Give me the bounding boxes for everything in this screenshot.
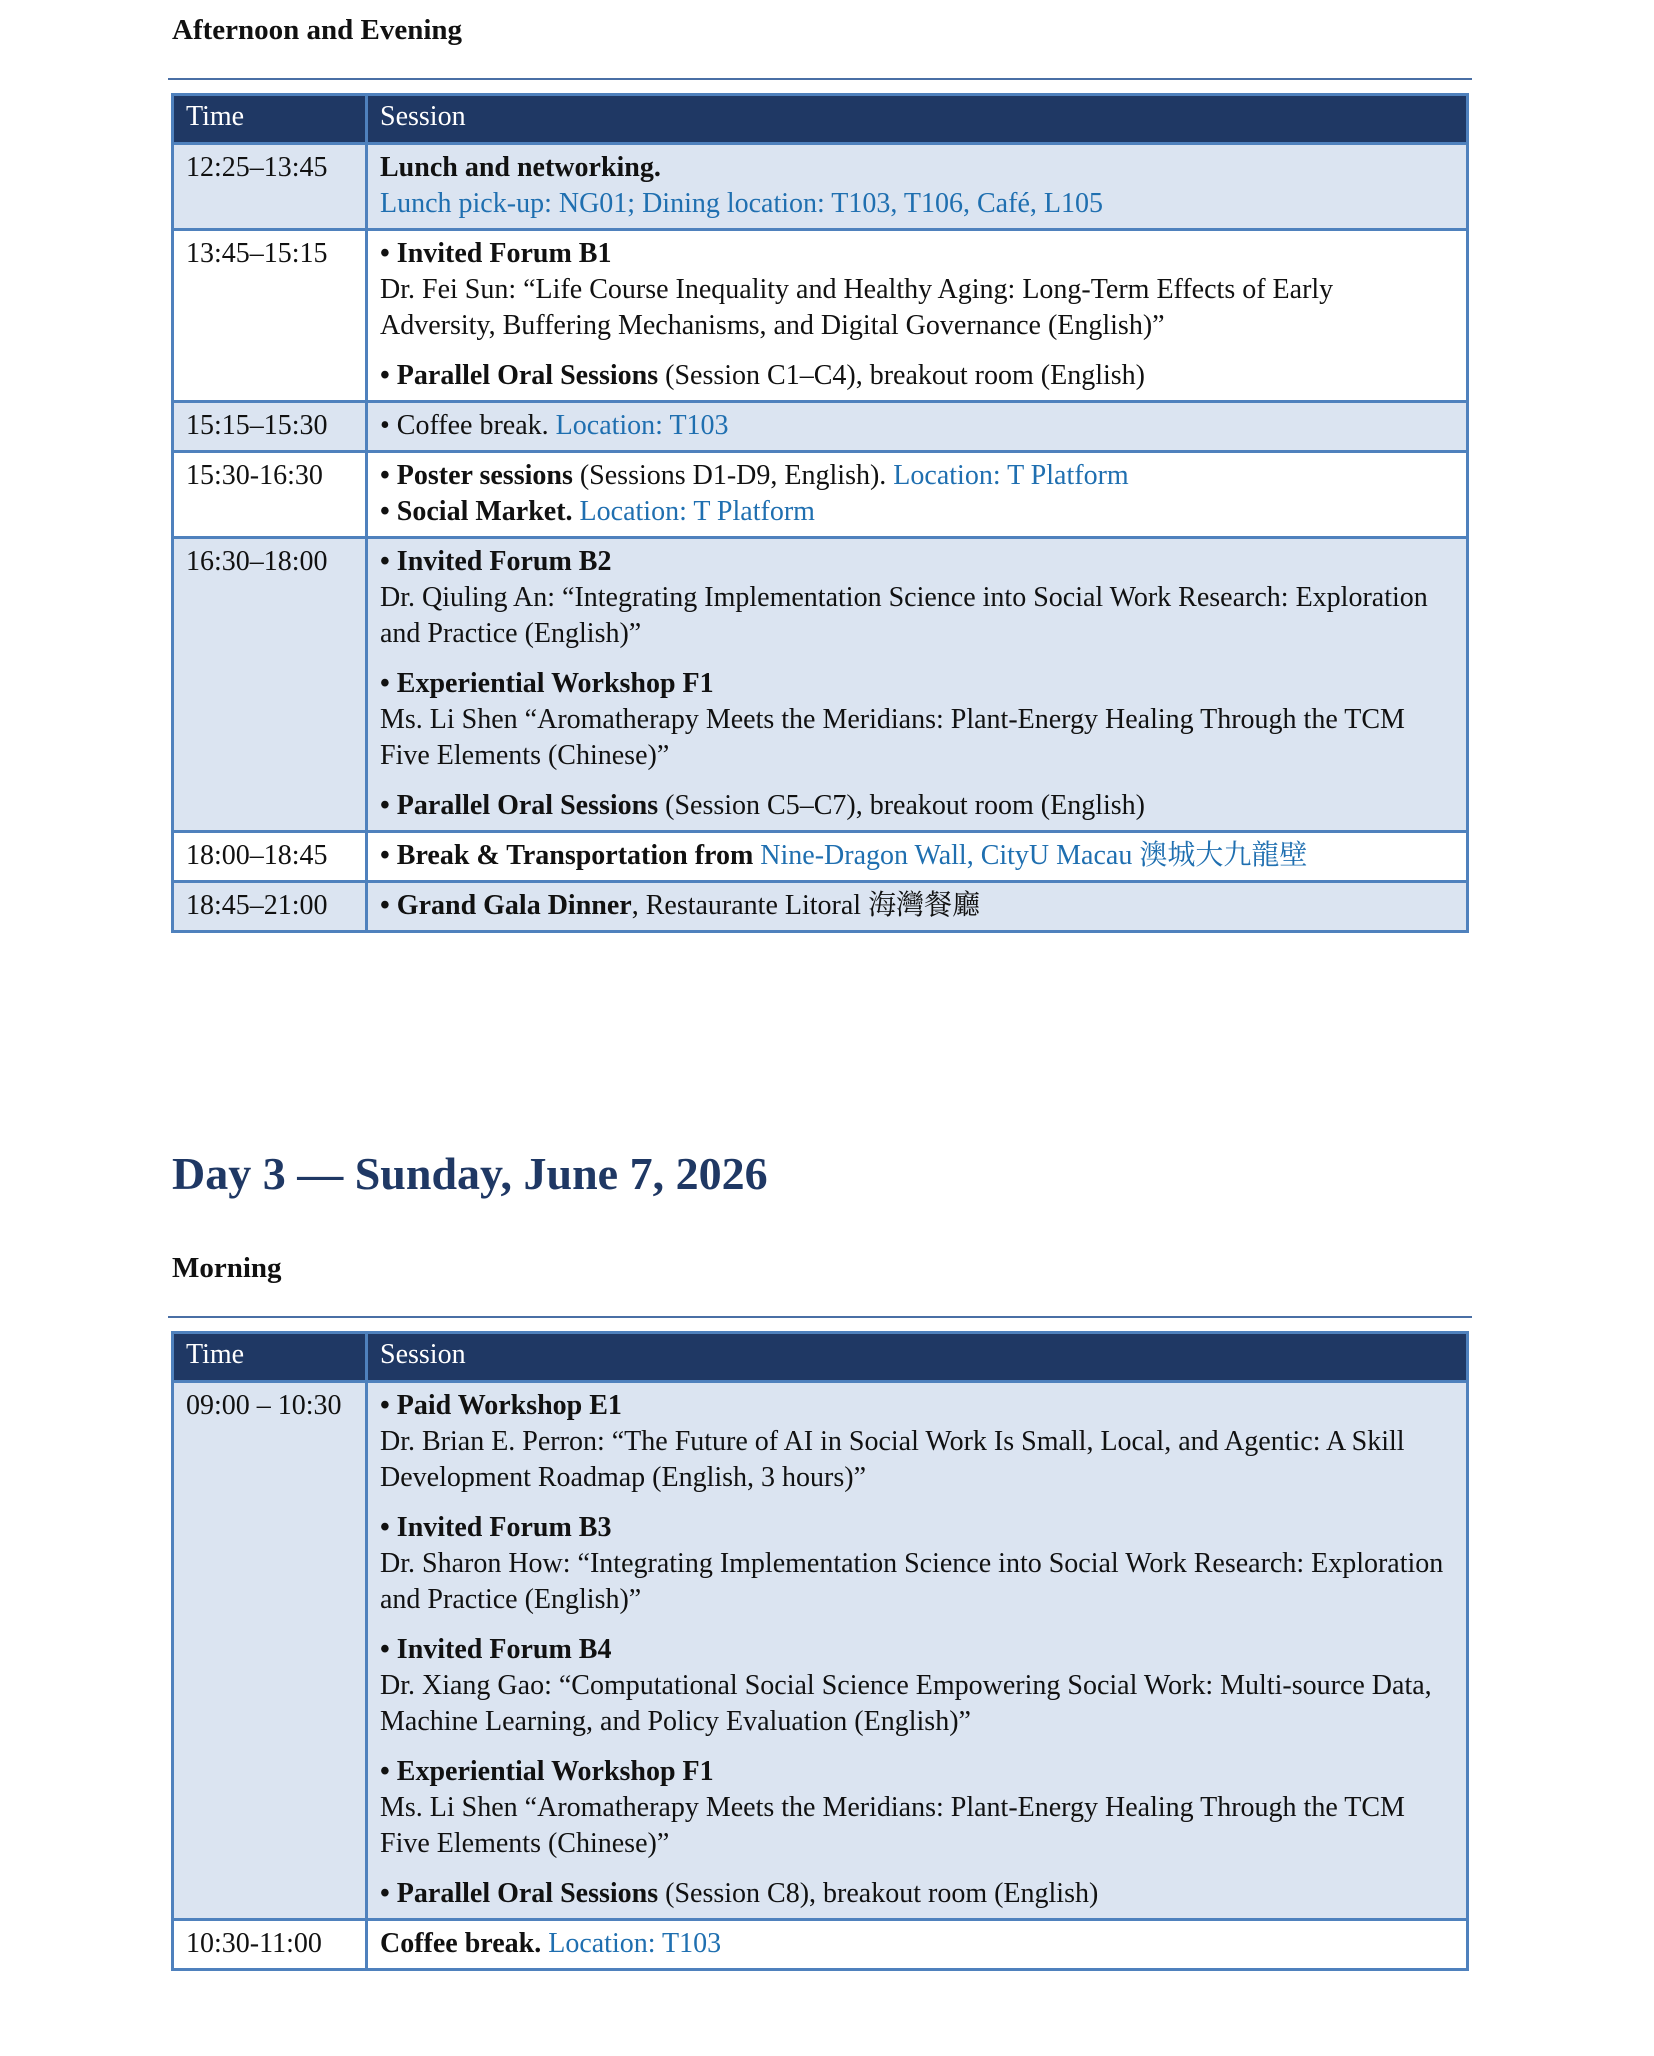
session-line <box>380 358 1454 394</box>
session-description: Dr. Sharon How: “Integrating Implementation Science into Social Work Research: Exploration and Practice (English)” <box>380 1548 1444 1615</box>
time-cell: 10:30-11:00 <box>173 1920 367 1970</box>
afternoon-schedule-table <box>171 93 1469 933</box>
time-cell: 18:45–21:00 <box>173 882 367 932</box>
session-title: • Coffee break. <box>380 410 556 441</box>
session-description: Dr. Brian E. Perron: “The Future of AI in Social Work Is Small, Local, and Agentic: A Skill Development Roadmap (English, 3 hours)” <box>380 1426 1405 1493</box>
time-cell: 15:30-16:30 <box>173 452 367 538</box>
column-header-time: Time <box>173 1333 367 1382</box>
session-title: • Break & Transportation from <box>380 840 761 871</box>
table-header-row <box>173 95 1468 144</box>
session-cell <box>367 1920 1468 1970</box>
session-title: Coffee break. <box>380 1928 542 1959</box>
session-title: • Experiential Workshop F1 <box>380 668 714 699</box>
session-description: , Restaurante Litoral 海灣餐廳 <box>631 890 981 921</box>
session-line <box>380 458 1454 494</box>
session-description: Ms. Li Shen “Aromatherapy Meets the Meridians: Plant-Energy Healing Through the TCM Five Elements (Chinese)” <box>380 1792 1405 1859</box>
location-text: Location: T103 <box>541 1928 722 1959</box>
session-cell <box>367 230 1468 402</box>
table-row <box>173 538 1468 832</box>
session-description: (Sessions D1-D9, English). <box>572 460 894 491</box>
session-description: Ms. Li Shen “Aromatherapy Meets the Meridians: Plant-Energy Healing Through the TCM Five Elements (Chinese)” <box>380 704 1405 771</box>
location-text: Location: T Platform <box>572 496 815 527</box>
column-header-session: Session <box>367 1333 1468 1382</box>
table-row <box>173 230 1468 402</box>
section-rule <box>168 1316 1472 1318</box>
time-cell: 16:30–18:00 <box>173 538 367 832</box>
session-title: Lunch and networking. <box>380 152 661 183</box>
column-header-session: Session <box>367 95 1468 144</box>
session-description: Dr. Fei Sun: “Life Course Inequality and Healthy Aging: Long-Term Effects of Early Adversity, Buffering Mechanisms, and Digital Governance (English)” <box>380 274 1334 341</box>
day-title: Day 3 — Sunday, June 7, 2026 <box>172 1148 768 1199</box>
session-title: • Parallel Oral Sessions <box>380 360 659 391</box>
session-cell <box>367 144 1468 230</box>
table-row <box>173 402 1468 452</box>
table-row <box>173 1920 1468 1970</box>
session-cell <box>367 402 1468 452</box>
column-header-time: Time <box>173 95 367 144</box>
time-cell: 09:00 – 10:30 <box>173 1382 367 1920</box>
section-rule <box>168 78 1472 80</box>
session-cell <box>367 452 1468 538</box>
session-description: Dr. Qiuling An: “Integrating Implementation Science into Social Work Research: Exploration and Practice (English)” <box>380 582 1428 649</box>
session-line <box>380 838 1454 874</box>
session-title: • Social Market. <box>380 496 573 527</box>
section-heading-afternoon: Afternoon and Evening <box>172 14 463 46</box>
session-title: • Invited Forum B1 <box>380 238 612 269</box>
session-title: • Experiential Workshop F1 <box>380 1756 714 1787</box>
table-row <box>173 832 1468 882</box>
table-header-row <box>173 1333 1468 1382</box>
location-text: Location: T103 <box>555 410 729 441</box>
session-title: • Invited Forum B2 <box>380 546 612 577</box>
time-cell: 12:25–13:45 <box>173 144 367 230</box>
session-line <box>380 1926 1454 1962</box>
location-text: Location: T Platform <box>893 460 1129 491</box>
session-title: • Invited Forum B4 <box>380 1634 612 1665</box>
session-title: • Parallel Oral Sessions <box>380 790 659 821</box>
table-row <box>173 452 1468 538</box>
session-title: • Parallel Oral Sessions <box>380 1878 659 1909</box>
session-title: • Invited Forum B3 <box>380 1512 612 1543</box>
session-title: • Grand Gala Dinner <box>380 890 632 921</box>
session-description: (Session C5–C7), breakout room (English) <box>658 790 1145 821</box>
table-row <box>173 882 1468 932</box>
table-row <box>173 1382 1468 1920</box>
session-line <box>380 788 1454 824</box>
session-title: • Paid Workshop E1 <box>380 1390 622 1421</box>
session-cell <box>367 882 1468 932</box>
time-cell: 18:00–18:45 <box>173 832 367 882</box>
session-line <box>380 408 1454 444</box>
session-line <box>380 888 1454 924</box>
session-description: Dr. Xiang Gao: “Computational Social Science Empowering Social Work: Multi-source Data, Machine Learning, and Policy Evaluation (English)” <box>380 1670 1432 1737</box>
location-text: Lunch pick-up: NG01; Dining location: T103, T106, Café, L105 <box>380 188 1103 219</box>
session-line <box>380 494 1454 530</box>
section-heading-morning: Morning <box>172 1252 282 1284</box>
session-cell <box>367 1382 1468 1920</box>
session-cell <box>367 538 1468 832</box>
morning-schedule-table <box>171 1331 1469 1971</box>
location-text: Nine-Dragon Wall, CityU Macau 澳城大九龍壁 <box>760 840 1308 871</box>
session-description: (Session C8), breakout room (English) <box>658 1878 1099 1909</box>
session-line <box>380 1876 1454 1912</box>
time-cell: 15:15–15:30 <box>173 402 367 452</box>
session-title: • Poster sessions <box>380 460 573 491</box>
table-row <box>173 144 1468 230</box>
time-cell: 13:45–15:15 <box>173 230 367 402</box>
session-description: (Session C1–C4), breakout room (English) <box>658 360 1145 391</box>
session-cell <box>367 832 1468 882</box>
